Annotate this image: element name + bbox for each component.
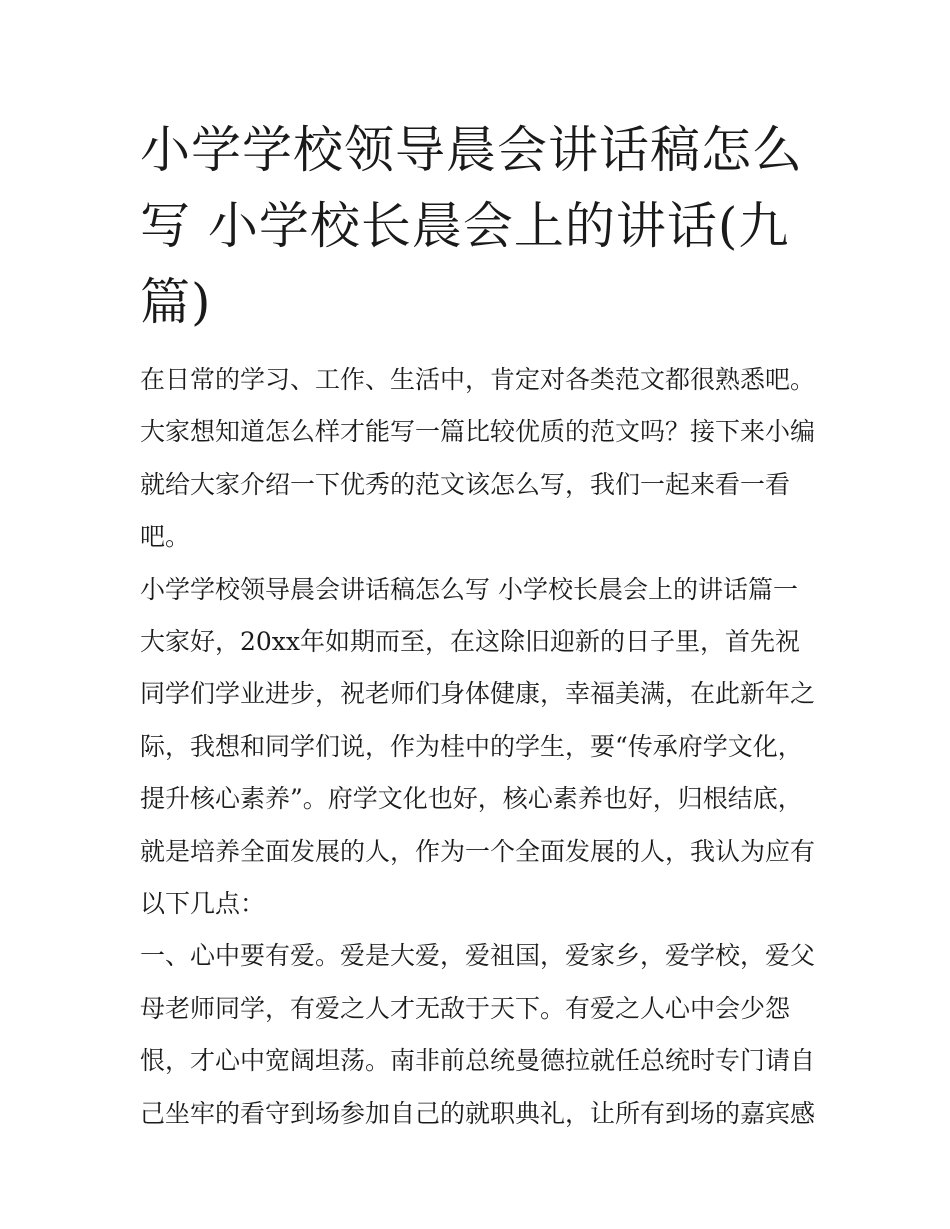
document-title: 小学学校领导晨会讲话稿怎么写 小学校长晨会上的讲话(九篇) [140,121,803,331]
paragraph-greeting: 大家好，20xx年如期而至，在这除旧迎新的日子里，首先祝同学们学业进步，祝老师们身体健康，幸福美满，在此新年之际，我想和同学们说，作为桂中的学生，要“传承府学文化，提升核心素养”。府学文化也好，核心素养也好，归根结底，就是培养全面发展的人，作为一个全面发展的人，我认为应有以下几点： [140,627,816,919]
paragraph-section-heading: 小学学校领导晨会讲话稿怎么写 小学校长晨会上的讲话篇一 [140,574,798,604]
paragraph-intro: 在日常的学习、工作、生活中，肯定对各类范文都很熟悉吧。大家想知道怎么样才能写一篇比较优质的范文吗？接下来小编就给大家介绍一下优秀的范文该怎么写，我们一起来看一看吧。 [140,365,816,552]
paragraph-point-one: 一、心中要有爱。爱是大爱，爱祖国，爱家乡，爱学校，爱父母老师同学，有爱之人才无敌于天下。有爱之人心中会少怨恨，才心中宽阔坦荡。南非前总统曼德拉就任总统时专门请自己坐牢的看守到场参加自己的就职典礼，让所有到场的嘉宾感 [140,941,816,1128]
document-body [140,354,820,1140]
